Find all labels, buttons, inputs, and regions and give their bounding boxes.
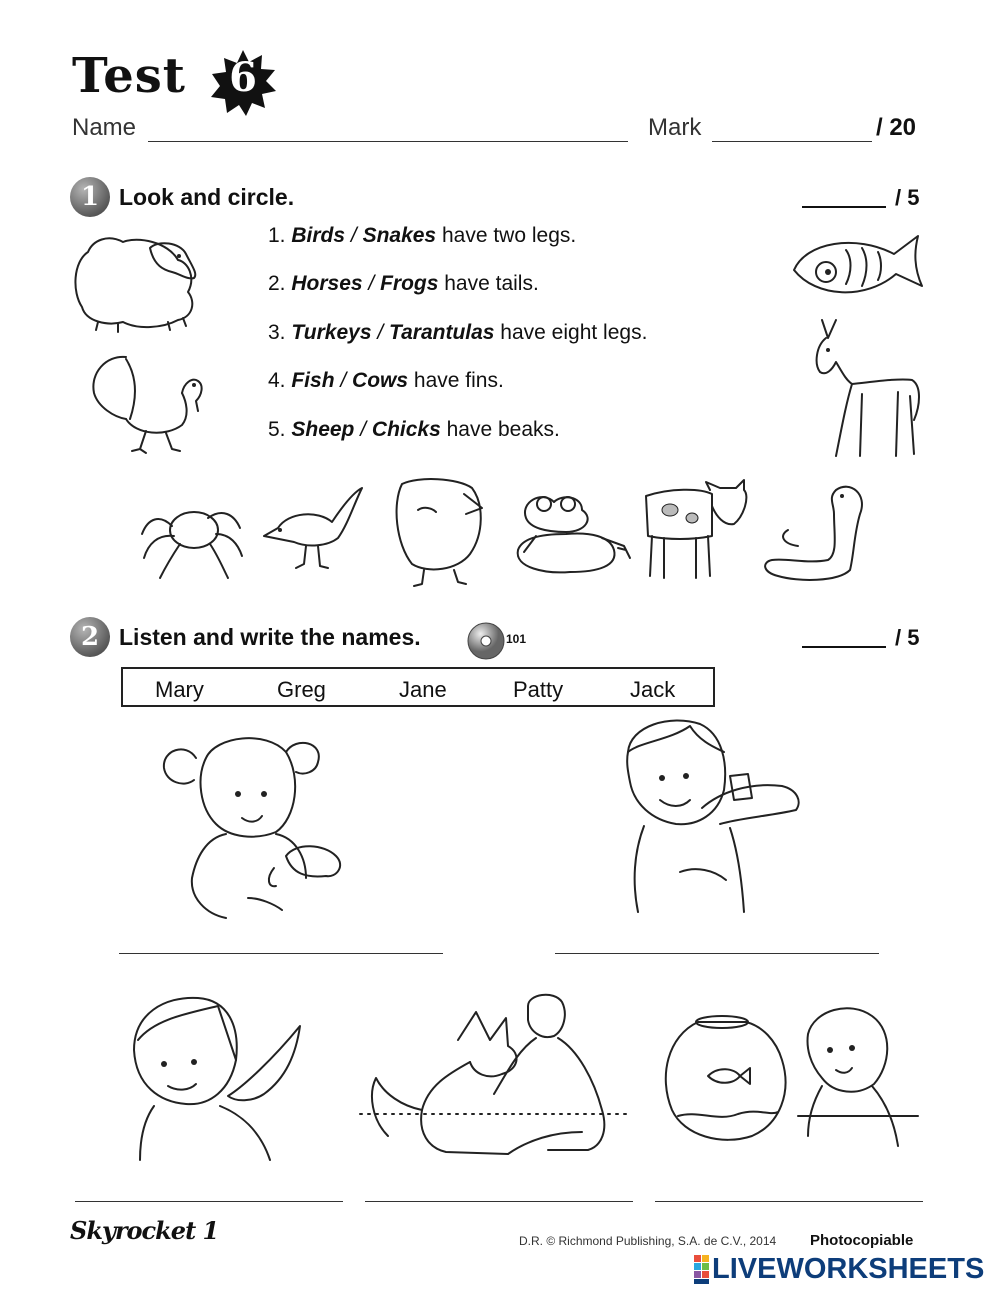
section-1-number: 1	[70, 177, 110, 217]
section-2-score-total: / 5	[895, 625, 920, 650]
name-bank-item: Patty	[513, 677, 564, 702]
brand-logo: Skyrocket 1	[70, 1216, 219, 1245]
mark-total: / 20	[876, 114, 917, 141]
option-sheep[interactable]: Sheep	[291, 418, 355, 441]
name-field[interactable]	[148, 141, 628, 142]
answer-field-1[interactable]	[119, 953, 443, 954]
chick-picture	[388, 474, 488, 588]
name-bank-item: Mary	[155, 677, 204, 702]
frog-picture	[506, 488, 634, 576]
sheep-picture	[68, 222, 208, 334]
sentence-3: 3. Turkeys / Tarantulas have eight legs.	[268, 321, 648, 344]
copyright: D.R. © Richmond Publishing, S.A. de C.V., 2014	[519, 1234, 777, 1248]
section-2-score-field[interactable]	[802, 646, 886, 648]
boy-drinking-picture	[620, 712, 810, 918]
snake-picture	[758, 474, 868, 584]
answer-field-5[interactable]	[655, 1201, 923, 1202]
photocopiable-label: Photocopiable	[810, 1232, 914, 1249]
cd-audio-icon[interactable]	[466, 621, 506, 661]
name-bank-item: Jack	[630, 677, 676, 702]
option-snakes[interactable]: Snakes	[362, 224, 437, 247]
horse-picture	[802, 316, 927, 464]
liveworksheets-logo-icon	[694, 1255, 710, 1285]
fish-picture	[786, 228, 931, 308]
cow-picture	[640, 476, 750, 584]
option-turkeys[interactable]: Turkeys	[291, 321, 372, 344]
option-birds[interactable]: Birds	[291, 224, 346, 247]
boy-hugging-dog-picture	[358, 990, 634, 1162]
page-title: Test	[72, 48, 186, 104]
name-bank	[121, 667, 715, 707]
turkey-picture	[86, 345, 211, 455]
sentence-2: 2. Horses / Frogs have tails.	[268, 272, 539, 295]
name-bank-item: Greg	[277, 677, 326, 702]
mark-label: Mark	[648, 114, 702, 141]
option-tarantulas[interactable]: Tarantulas	[389, 321, 495, 344]
section-2-number: 2	[70, 617, 110, 657]
section-2-title: Listen and write the names.	[119, 624, 421, 650]
section-1-score-field[interactable]	[802, 206, 886, 208]
answer-field-4[interactable]	[365, 1201, 633, 1202]
option-fish[interactable]: Fish	[291, 369, 335, 392]
name-label: Name	[72, 114, 137, 141]
bird-picture	[258, 484, 366, 576]
name-bank-item: Jane	[399, 677, 447, 702]
option-frogs[interactable]: Frogs	[380, 272, 439, 295]
girl-with-bird-picture	[124, 990, 314, 1162]
section-1-title: Look and circle.	[119, 184, 295, 210]
answer-field-2[interactable]	[555, 953, 879, 954]
test-number: 6	[229, 54, 257, 101]
sentence-1: 1. Birds / Snakes have two legs.	[268, 224, 577, 247]
tarantula-picture	[136, 494, 246, 582]
answer-field-3[interactable]	[75, 1201, 343, 1202]
track-number: 101	[506, 632, 527, 646]
section-1-score-total: / 5	[895, 185, 920, 210]
option-chicks[interactable]: Chicks	[371, 418, 441, 441]
mark-field[interactable]	[712, 141, 872, 142]
option-horses[interactable]: Horses	[291, 272, 363, 295]
girl-with-turtle-picture	[156, 728, 366, 920]
girl-with-fishbowl-picture	[658, 996, 920, 1162]
sentence-5: 5. Sheep / Chicks have beaks.	[268, 418, 560, 441]
option-cows[interactable]: Cows	[352, 369, 409, 392]
watermark: LIVEWORKSHEETS	[712, 1253, 985, 1285]
sentence-4: 4. Fish / Cows have fins.	[268, 369, 504, 392]
